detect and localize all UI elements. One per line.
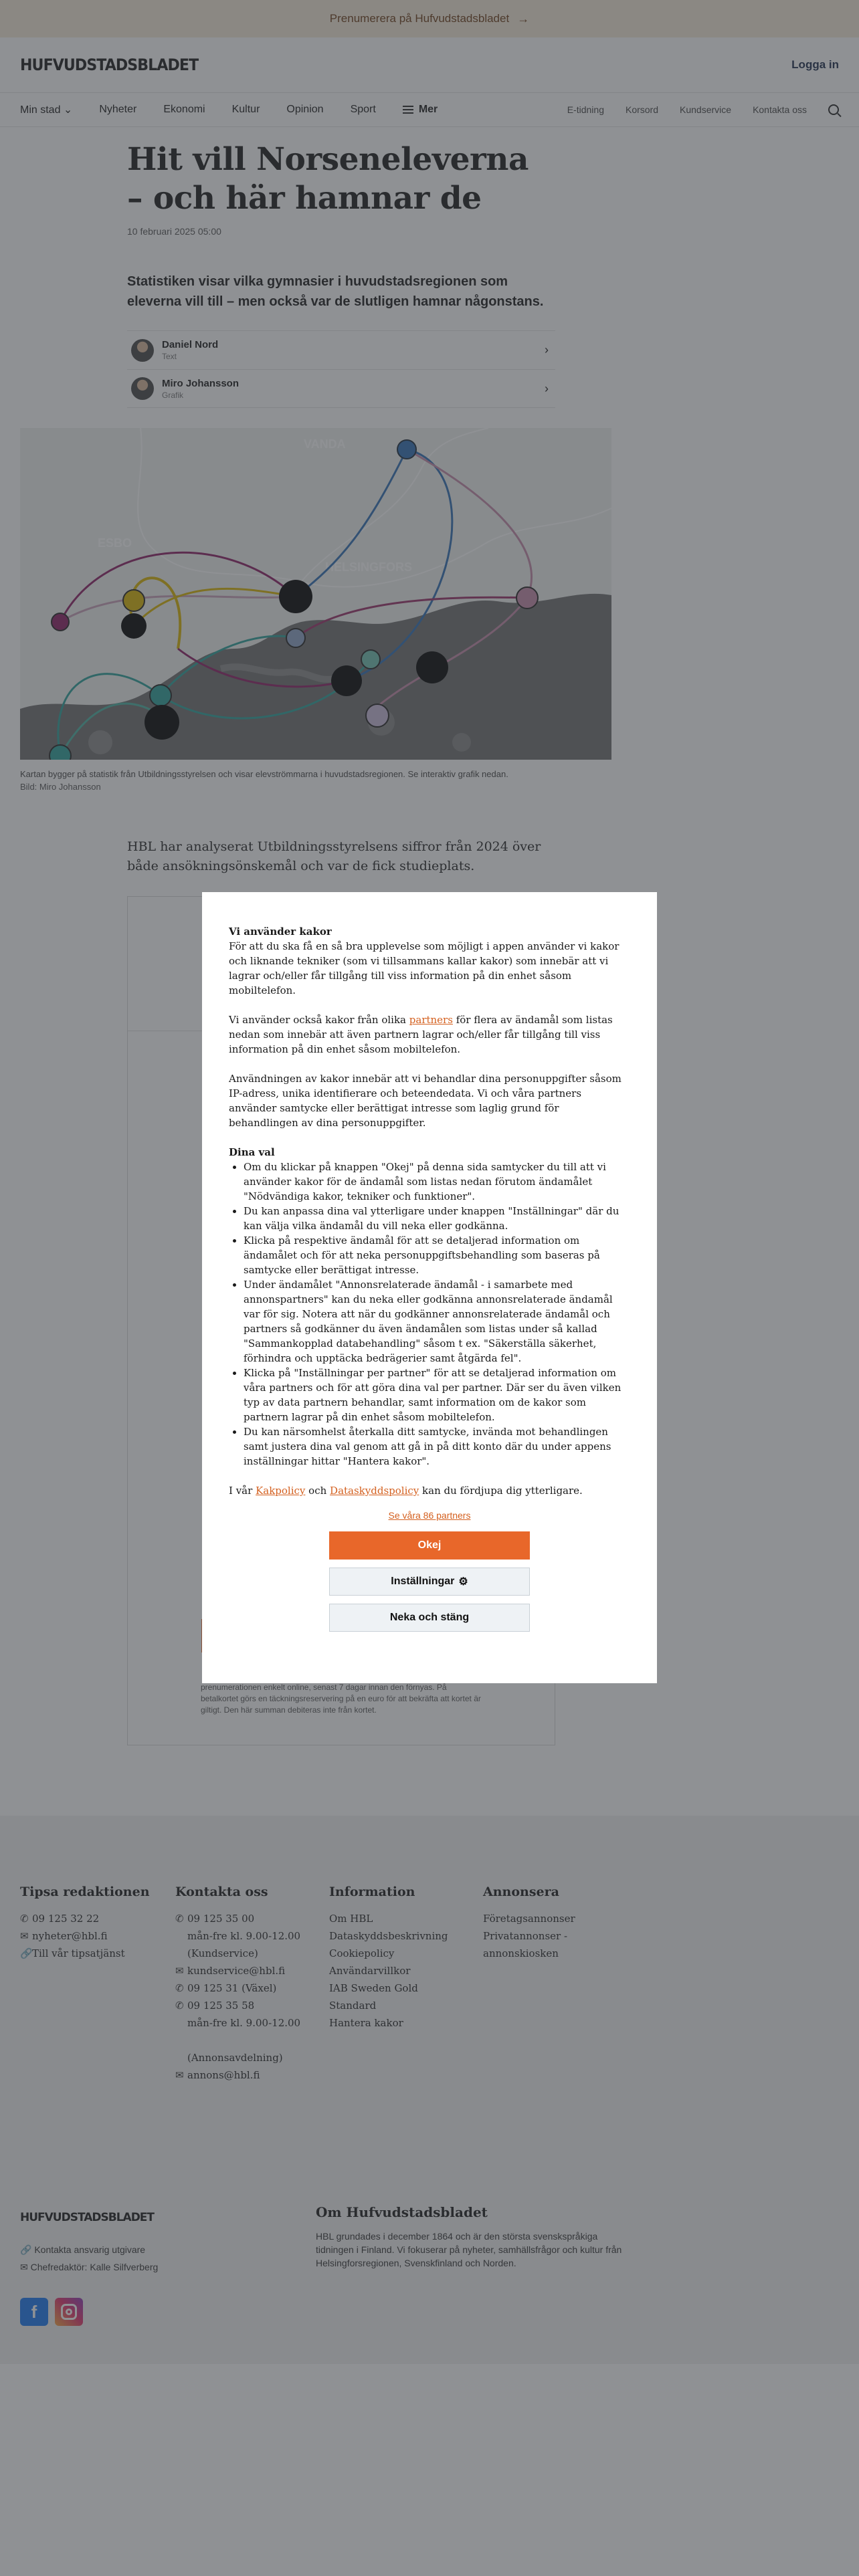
cookie-consent-dialog (202, 892, 657, 1683)
cookie-choices-list (229, 1160, 630, 1469)
partners-inline-link[interactable]: partners (409, 1014, 453, 1026)
text: och (305, 1485, 330, 1497)
deny-and-close-button[interactable]: Neka och stäng (329, 1604, 530, 1632)
cookie-paragraph: För att du ska få en så bra upplevelse som möjligt i appen använder vi kakor och liknande tekniker (som vi tillsammans kallar kakor) som innebär att vi lagrar och/eller får tillgång till viss information på din enhet såsom mobiltelefon. (229, 940, 619, 996)
cookie-policy-link[interactable]: Kakpolicy (256, 1485, 306, 1497)
see-partners-link[interactable]: Se våra 86 partners (388, 1510, 471, 1521)
gear-icon: ⚙ (458, 1576, 468, 1588)
text: Vi använder också kakor från olika (229, 1014, 409, 1026)
cookie-choices-title: Dina val (229, 1146, 275, 1158)
settings-button[interactable] (329, 1568, 530, 1596)
list-item: • Du kan närsomhelst återkalla ditt samtycke, invända mot behandlingen samt justera dina val genom att gå in på ditt konto där du under appens inställningar hittar "Hantera kakor". (244, 1424, 630, 1469)
cookie-policy-paragraph (229, 1483, 630, 1498)
text: I vår (229, 1485, 256, 1497)
cookie-paragraph: Användningen av kakor innebär att vi behandlar dina personuppgifter såsom IP-adress, unika identifierare och beteendedata. Vi och våra partners använder samtycke eller berättigat intresse som laglig grund för behandlingen av dina personuppgifter. (229, 1073, 622, 1129)
list-item: • Du kan anpassa dina val ytterligare under knappen "Inställningar" där du kan välja vilka ändamål du vill neka eller godkänna. (244, 1204, 630, 1233)
list-item: • Under ändamålet "Annonsrelaterade ändamål - i samarbete med annonspartners" kan du neka eller godkänna annonsrelaterade ändamål var för sig. Notera att när du godkänner annonsrelaterade ändamål och partners så godkänner du även ändamålen som listas under så kallad "Sammankopplad databehandling" såsom t ex. "Säkerställa säkerhet, förhindra och upptäcka bedrägerier samt åtgärda fel". (244, 1277, 630, 1366)
cookie-paragraph-partners (229, 1012, 630, 1057)
cookie-heading: Vi använder kakor (229, 926, 332, 938)
text: kan du fördjupa dig ytterligare. (419, 1485, 583, 1497)
settings-label: Inställningar (391, 1576, 455, 1587)
text: för flera av ändamål som listas nedan som innebär att även partnern lagrar och/eller får tillgång till viss information på din enhet såsom mobiltelefon. (229, 1014, 613, 1055)
list-item: • Om du klickar på knappen "Okej" på denna sida samtycker du till att vi använder kakor för de ändamål som listas nedan förutom ändamålet "Nödvändiga kakor, tekniker och funktioner". (244, 1160, 630, 1204)
accept-button[interactable]: Okej (329, 1531, 530, 1560)
privacy-policy-link[interactable]: Dataskyddspolicy (330, 1485, 419, 1497)
list-item: • Klicka på "Inställningar per partner" för att se detaljerad information om våra partners och för att göra dina val per partner. Där ser du även vilken typ av data partnern behandlar, samt information om de kakor som partnern lagrar på din enhet såsom mobiltelefon. (244, 1366, 630, 1424)
list-item: • Klicka på respektive ändamål för att se detaljerad information om ändamålet och för att neka personuppgiftsbehandling som baseras på samtycke eller berättigat intresse. (244, 1233, 630, 1277)
